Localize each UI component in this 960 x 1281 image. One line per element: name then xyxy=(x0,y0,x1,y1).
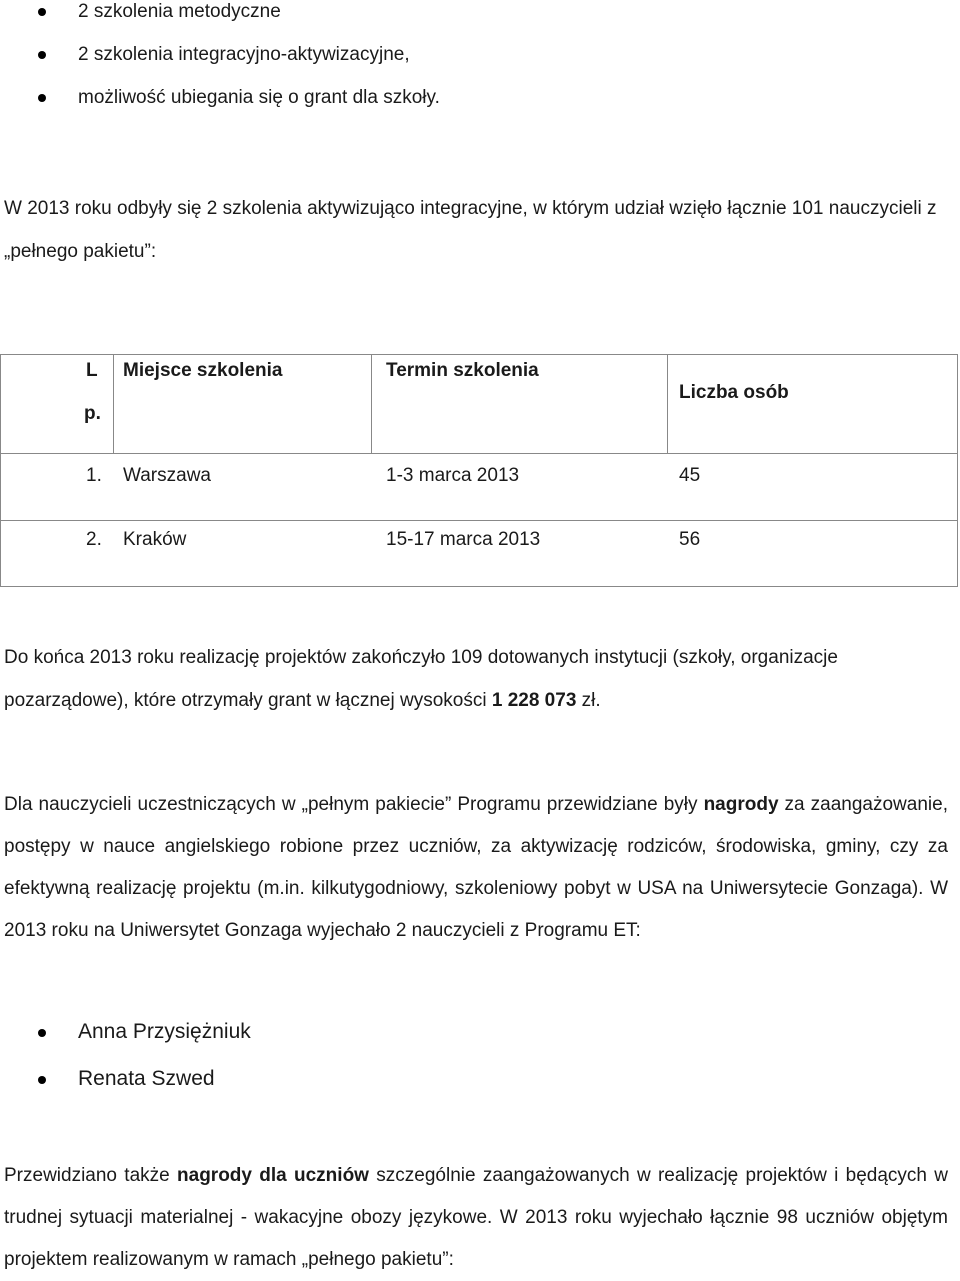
training-intro-paragraph: W 2013 roku odbyły się 2 szkolenia aktywizująco integracyjne, w którym udział wzięło łącznie 101 nauczycieli z „pełnego pakietu”: xyxy=(4,198,937,262)
student-awards-text-cont: szczególnie zaangażowanych w realizację projektów i będących w trudnej sytuacji materialnej - wakacyjne obozy językowe. W 2013 roku wyjechało łącznie 98 uczniów objętym projektem realizowanym w ramach „pełnego pakietu”: xyxy=(4,1165,949,1270)
grants-paragraph xyxy=(4,636,948,722)
teacher-name: Renata Szwed xyxy=(78,1067,215,1090)
row-count: 45 xyxy=(679,465,701,486)
bullet-icon xyxy=(38,51,46,59)
table-border-bottom xyxy=(0,586,958,587)
row-lp: 2. xyxy=(86,529,102,550)
student-awards-paragraph xyxy=(4,1155,948,1281)
grants-amount: 1 228 073 xyxy=(491,690,577,711)
header-count: Liczba osób xyxy=(679,382,789,403)
table-column-divider xyxy=(667,354,668,454)
table-column-divider xyxy=(371,354,372,454)
row-date: 15-17 marca 2013 xyxy=(386,529,541,550)
teacher-list xyxy=(0,1018,251,1112)
teacher-awards-text-cont: za zaangażowanie, postępy w nauce angielskiego robione przez uczniów, za aktywizację rodziców, środowiska, gminy, czy za efektywną realizację projektu (m.in. kilkutygodniowy, szkoleniowy pobyt w USA na Uniwersytecie Gonzaga). W 2013 roku na Uniwersytet Gonzaga wyjechało 2 nauczycieli z Programu ET: xyxy=(4,794,948,941)
header-lp-line2: p. xyxy=(84,403,101,424)
student-awards-text: Przewidziano także xyxy=(4,1165,178,1186)
list-item-text: 2 szkolenia integracyjno-aktywizacyjne, xyxy=(78,44,410,65)
row-lp: 1. xyxy=(86,465,102,486)
bullet-icon xyxy=(38,8,46,16)
row-count: 56 xyxy=(679,529,701,550)
bullet-icon xyxy=(38,1076,46,1084)
list-item-text: 2 szkolenia metodyczne xyxy=(78,1,281,22)
student-awards-bold: nagrody dla uczniów xyxy=(177,1165,369,1186)
table-border-right xyxy=(957,354,958,587)
table-row-divider xyxy=(0,520,958,521)
table-border-left xyxy=(0,354,1,587)
table-header-divider xyxy=(0,453,958,454)
list-item xyxy=(0,0,440,43)
top-bullet-list xyxy=(0,0,440,129)
grants-suffix: zł. xyxy=(576,690,601,711)
bullet-icon xyxy=(38,94,46,102)
teacher-awards-text: Dla nauczycieli uczestniczących w „pełnym pakiecie” Programu przewidziane były xyxy=(4,794,704,815)
row-place: Kraków xyxy=(123,529,187,550)
list-item xyxy=(0,43,440,86)
list-item xyxy=(0,86,440,129)
row-place: Warszawa xyxy=(123,465,211,486)
list-item-text: możliwość ubiegania się o grant dla szkoły. xyxy=(78,87,440,108)
grants-text: Do końca 2013 roku realizację projektów zakończyło 109 dotowanych instytucji (szkoły, organizacje pozarządowe), które otrzymały grant w łącznej wysokości xyxy=(4,647,838,711)
table-border-top xyxy=(0,354,958,355)
teacher-awards-paragraph xyxy=(4,784,948,952)
teacher-name: Anna Przysiężniuk xyxy=(78,1020,251,1043)
teacher-awards-bold: nagrody xyxy=(703,794,779,815)
list-item xyxy=(0,1065,251,1112)
bullet-icon xyxy=(38,1029,46,1037)
table-column-divider xyxy=(113,354,114,454)
row-date: 1-3 marca 2013 xyxy=(386,465,520,486)
list-item xyxy=(0,1018,251,1065)
header-lp-line1: L xyxy=(86,360,98,381)
training-table xyxy=(0,354,958,587)
header-place: Miejsce szkolenia xyxy=(123,360,283,381)
header-date: Termin szkolenia xyxy=(386,360,539,381)
